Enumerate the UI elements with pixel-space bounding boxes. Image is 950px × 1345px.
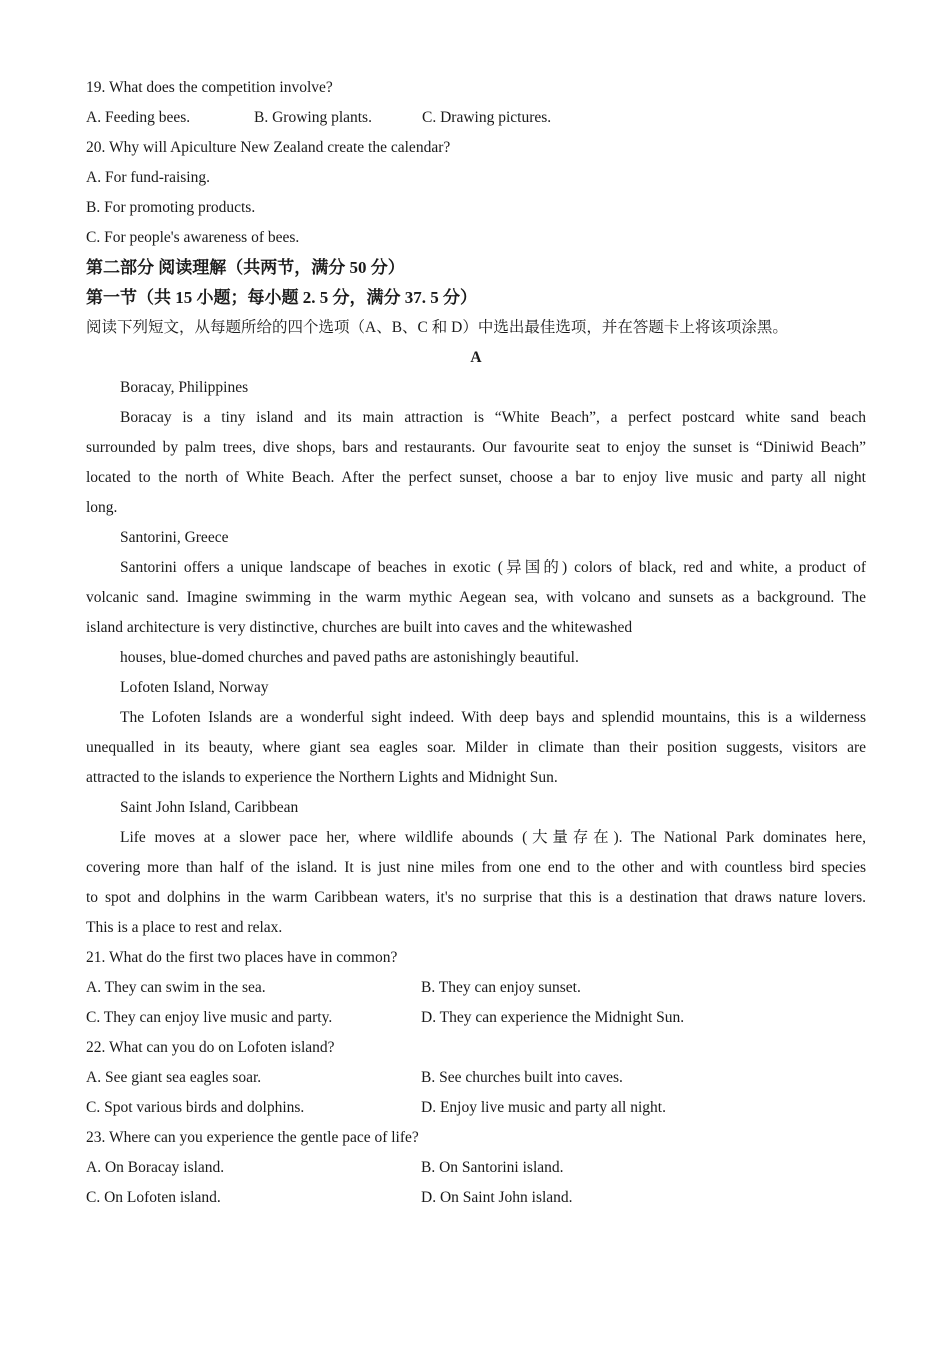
santorini-line-3: island architecture is very distinctive, churches are built into caves and the whitewashed (86, 619, 633, 636)
q22-option-a: A. See giant sea eagles soar. (86, 1069, 262, 1086)
q20-option-a: A. For fund-raising. (86, 169, 210, 186)
exam-page (86, 73, 866, 1213)
stjohn-title: Saint John Island, Caribbean (120, 799, 299, 816)
q23-option-c: C. On Lofoten island. (86, 1189, 221, 1206)
stjohn-line-2: covering more than half of the island. It is just nine miles from one end to the other and with countless bird species (86, 859, 866, 876)
stjohn-line-1: Life moves at a slower pace her, where wildlife abounds (大量存在). The National Park dominates here, (120, 829, 866, 846)
santorini-title: Santorini, Greece (120, 529, 229, 546)
lofoten-title: Lofoten Island, Norway (120, 679, 269, 696)
q19-option-b: B. Growing plants. (254, 109, 372, 126)
question-19-stem: 19. What does the competition involve? (86, 79, 333, 96)
stjohn-line-4: This is a place to rest and relax. (86, 919, 283, 936)
q21-option-b: B. They can enjoy sunset. (421, 979, 581, 996)
instruction-text: 阅读下列短文，从每题所给的四个选项（A、B、C 和 D）中选出最佳选项，并在答题卡上将该项涂黑。 (86, 319, 788, 336)
question-23-stem: 23. Where can you experience the gentle pace of life? (86, 1129, 419, 1146)
question-22-options-row-2 (86, 1093, 866, 1123)
boracay-line-2: surrounded by palm trees, dive shops, bars and restaurants. Our favourite seat to enjoy the sunset is “Diniwid Beach” (86, 439, 866, 456)
santorini-line-4: houses, blue-domed churches and paved paths are astonishingly beautiful. (120, 649, 579, 666)
question-23-options-row-2 (86, 1183, 866, 1213)
q22-option-b: B. See churches built into caves. (421, 1069, 623, 1086)
question-20-stem: 20. Why will Apiculture New Zealand create the calendar? (86, 139, 451, 156)
section1-heading: 第一节（共 15 小题；每小题 2. 5 分，满分 37. 5 分） (86, 288, 477, 307)
q21-option-c: C. They can enjoy live music and party. (86, 1009, 333, 1026)
q21-option-a: A. They can swim in the sea. (86, 979, 266, 996)
lofoten-line-1: The Lofoten Islands are a wonderful sight indeed. With deep bays and splendid mountains, this is a wilderness (120, 709, 866, 726)
question-21-options-row-2 (86, 1003, 866, 1033)
q23-option-b: B. On Santorini island. (421, 1159, 564, 1176)
lofoten-line-2: unequalled in its beauty, where giant sea eagles soar. Milder in climate than their position suggests, visitors are (86, 739, 866, 756)
q19-option-c: C. Drawing pictures. (422, 109, 552, 126)
passage-label: A (470, 349, 482, 366)
santorini-line-1: Santorini offers a unique landscape of beaches in exotic (异国的) colors of black, red and white, a product of (120, 559, 866, 576)
question-22-options-row-1 (86, 1063, 866, 1093)
stjohn-line-3: to spot and dolphins in the warm Caribbean waters, it's no surprise that this is a destination that draws nature lovers. (86, 889, 866, 906)
question-23-options-row-1 (86, 1153, 866, 1183)
q20-option-b: B. For promoting products. (86, 199, 256, 216)
question-22-stem: 22. What can you do on Lofoten island? (86, 1039, 335, 1056)
q20-option-c: C. For people's awareness of bees. (86, 229, 300, 246)
question-21-stem: 21. What do the first two places have in common? (86, 949, 398, 966)
q19-option-a: A. Feeding bees. (86, 109, 191, 126)
question-19-options (86, 103, 866, 133)
q23-option-d: D. On Saint John island. (421, 1189, 573, 1206)
santorini-line-2: volcanic sand. Imagine swimming in the warm mythic Aegean sea, with volcano and sunsets as a background. The (86, 589, 866, 606)
question-21-options-row-1 (86, 973, 866, 1003)
part2-heading: 第二部分 阅读理解（共两节，满分 50 分） (86, 258, 405, 277)
boracay-line-3: located to the north of White Beach. After the perfect sunset, choose a bar to enjoy live music and party all night (86, 469, 866, 486)
boracay-line-1: Boracay is a tiny island and its main attraction is “White Beach”, a perfect postcard white sand beach (120, 409, 866, 426)
q22-option-c: C. Spot various birds and dolphins. (86, 1099, 305, 1116)
boracay-title: Boracay, Philippines (120, 379, 249, 396)
boracay-line-4: long. (86, 499, 118, 516)
q21-option-d: D. They can experience the Midnight Sun. (421, 1009, 685, 1026)
q23-option-a: A. On Boracay island. (86, 1159, 225, 1176)
lofoten-line-3: attracted to the islands to experience the Northern Lights and Midnight Sun. (86, 769, 558, 786)
q22-option-d: D. Enjoy live music and party all night. (421, 1099, 666, 1116)
